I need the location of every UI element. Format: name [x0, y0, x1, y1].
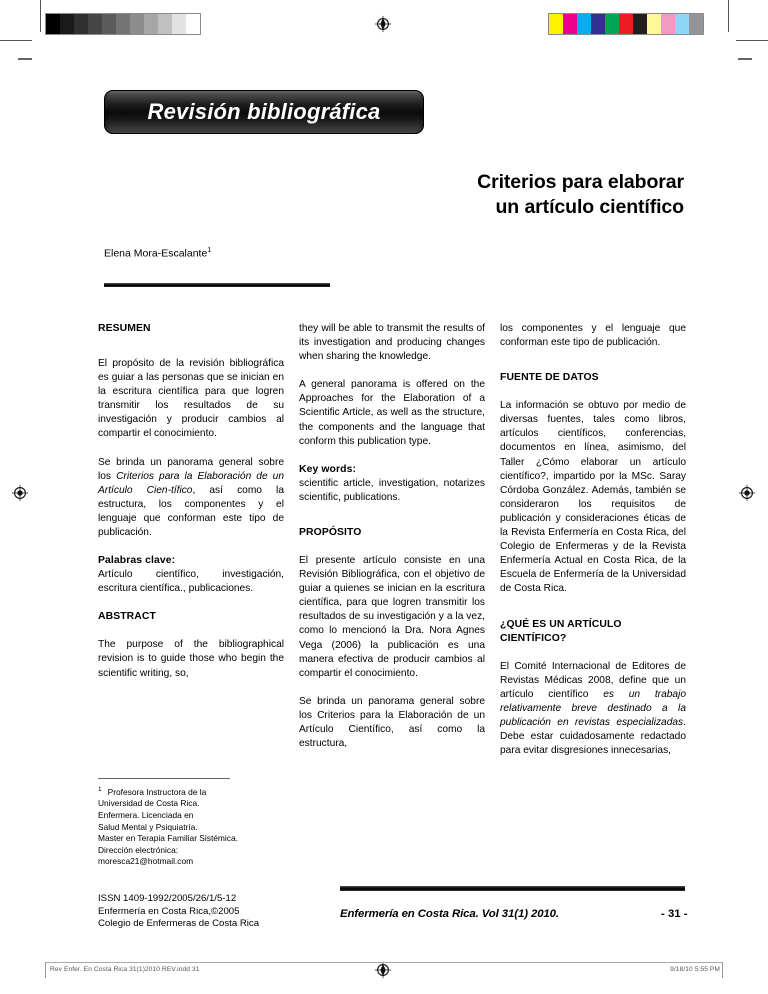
gray-swatch-4 [102, 14, 116, 34]
gray-swatch-10 [186, 14, 200, 34]
resumen-p2-part-a: Se brinda un panorama general sobre los [98, 456, 284, 482]
footnote-line-5: Dirección electrónica: [98, 844, 179, 855]
heading-proposito: PROPÓSITO [299, 526, 362, 538]
gray-swatch-5 [116, 14, 130, 34]
color-swatch-9 [675, 14, 689, 34]
title-divider-rule [104, 283, 330, 287]
section-badge-label: Revisión bibliográfica [147, 99, 381, 124]
footnote-divider [98, 778, 230, 779]
registration-mark-top [374, 15, 392, 33]
column-one [98, 322, 284, 681]
author-name: Elena Mora-Escalante [104, 247, 208, 260]
footnote-line-0: Profesora Instructora de la [107, 786, 207, 797]
gray-swatch-8 [158, 14, 172, 34]
page-title [104, 170, 684, 220]
color-swatch-2 [577, 14, 591, 34]
heading-key-words: Key words: [299, 463, 357, 475]
journal-copyright-line: Enfermería en Costa Rica,©2005 [98, 905, 240, 917]
color-swatch-7 [647, 14, 661, 34]
gray-swatch-7 [144, 14, 158, 34]
page-title-line-1: Criterios para elaborar [477, 171, 684, 193]
slug-timestamp: 9/18/10 5:55 PM [670, 966, 720, 973]
column-three [500, 322, 686, 758]
slug-divider [45, 962, 723, 963]
gray-swatch-2 [74, 14, 88, 34]
proposito-continued-paragraph: los componentes y el lenguaje que conforman este tipo de publicación. [500, 323, 686, 349]
footnote-marker: 1 [98, 786, 102, 793]
palabras-clave-list: Artículo científico, investigación, escritura científica., publicaciones. [98, 569, 284, 595]
slug-tick-left [45, 962, 46, 978]
crop-mark-top-left-horizontal [0, 40, 32, 41]
proposito-paragraph-2: Se brinda un panorama general sobre los Criterios para la Elaboración de un Artículo Científico, así como la estructura, [299, 695, 485, 750]
slug-filename: Rev Enfer. En Costa Rica 31(1)2010 REV.indd 31 [50, 966, 200, 973]
resumen-p2-italic: Criterios para la Elaboración de un Artículo Cien-tífico [98, 470, 284, 496]
heading-abstract: ABSTRACT [98, 611, 156, 623]
footer-divider-rule [340, 886, 685, 891]
author-byline [104, 244, 211, 261]
resumen-p2-part-b: , así como la estructura, los componentes y el lenguaje que conforman este tipo de publicación. [98, 484, 284, 539]
heading-palabras-clave: Palabras clave: [98, 555, 176, 567]
color-swatch-6 [633, 14, 647, 34]
abstract-continued-paragraph: they will be able to transmit the results of its investigation and producing changes when sharing the knowledge. [299, 323, 485, 363]
definicion-part-a: El Comité Internacional de Editores de Revistas Médicas 2008, define que un artículo científico [500, 660, 686, 700]
color-calibration-bar [548, 13, 704, 35]
registration-mark-right [738, 484, 756, 502]
color-swatch-10 [689, 14, 703, 34]
proposito-paragraph-1: El presente artículo consiste en una Revisión Bibliográfica, con el objetivo de guiar a quienes se inician en la escritura científica, para que logren transmitir los resultados de su investigación y a la vez, como lo mencionó la Dra. Nora Agnes Vega (2006) la publicación es una manera efectiva de producir cambios al compartir el conocimiento. [299, 554, 485, 679]
grayscale-calibration-bar [45, 13, 201, 35]
gray-swatch-1 [60, 14, 74, 34]
registration-mark-left [11, 484, 29, 502]
gray-swatch-9 [172, 14, 186, 34]
definicion-part-b: . Debe estar cuidadosamente redactado para evitar disgresiones innecesarias, [500, 716, 686, 757]
footer-journal-citation: Enfermería en Costa Rica. Vol 31(1) 2010. [340, 908, 559, 920]
footnote-line-4: Master en Terapia Familiar Sistémica. [98, 833, 238, 844]
heading-que-es-articulo-cientifico-line-1: ¿QUÉ ES UN ARTÍCULO [500, 618, 622, 630]
publisher-line: Colegio de Enfermeras de Costa Rica [98, 918, 260, 930]
footnote-line-2: Enfermera. Licenciada en [98, 809, 194, 820]
definicion-italic: es un trabajo relativamente breve destinado a la publicación en revistas especializadas [500, 688, 686, 728]
page-title-line-2: un artículo científico [495, 196, 684, 218]
gray-swatch-3 [88, 14, 102, 34]
column-two [299, 322, 485, 751]
crop-mark-top-right-vertical [728, 0, 729, 32]
crop-dash-right [738, 58, 752, 60]
heading-resumen: RESUMEN [98, 323, 151, 334]
color-swatch-0 [549, 14, 563, 34]
footnote-email: moresca21@hotmail.com [98, 856, 194, 867]
gray-swatch-6 [130, 14, 144, 34]
crop-dash-left [18, 58, 32, 60]
footer-page-number: - 31 - [661, 908, 688, 920]
definicion-paragraph [500, 660, 686, 759]
color-swatch-5 [619, 14, 633, 34]
author-footnote-marker: 1 [207, 247, 212, 254]
footnote-block [98, 778, 284, 868]
issn-block [98, 893, 318, 931]
abstract-paragraph-1: The purpose of the bibliographical revision is to guide those who begin the scientific writing, so, [98, 639, 284, 679]
section-badge [104, 90, 424, 134]
registration-mark-bottom [374, 961, 392, 979]
color-swatch-1 [563, 14, 577, 34]
footnote-text [98, 784, 284, 868]
resumen-paragraph-1: El propósito de la revisión bibliográfica es guiar a las personas que se inician en la escritura científica para que logren transmitir los resultados de su investigación y producir cambios al compartir el conocimiento. [98, 358, 284, 440]
heading-que-es-articulo-cientifico-line-2: CIENTÍFICO? [500, 632, 567, 644]
gray-swatch-0 [46, 14, 60, 34]
key-words-list: scientific article, investigation, notarizes scientific, publications. [299, 477, 485, 503]
fuente-de-datos-paragraph: La información se obtuvo por medio de diversas fuentes, tales como libros, artículos científicos, conferencias, documentos en línea, asimismo, del Taller ¿Cómo elaborar un artículo científico?, impartido por la MSc. Saray Córdoba González. Además, también se consideraron los requisitos de publicación y consideraciones éticas de la Revista Enfermería en Costa Rica, del Colegio de Enfermeras y de la Revista Enfermería Actual en Costa Rica, de la Escuela de Enfermería de la Universidad de Costa Rica. [500, 400, 686, 595]
issn-line: ISSN 1409-1992/2005/26/1/5-12 [98, 893, 237, 904]
crop-mark-top-right-horizontal [736, 40, 768, 41]
resumen-paragraph-2 [98, 456, 284, 541]
heading-fuente-de-datos: FUENTE DE DATOS [500, 372, 599, 384]
footnote-line-1: Universidad de Costa Rica. [98, 798, 200, 809]
crop-mark-top-left-vertical [40, 0, 41, 32]
color-swatch-3 [591, 14, 605, 34]
footnote-line-3: Salud Mental y Psiquiatría. [98, 821, 198, 832]
color-swatch-4 [605, 14, 619, 34]
color-swatch-8 [661, 14, 675, 34]
slug-tick-right [722, 962, 723, 978]
abstract-paragraph-2: A general panorama is offered on the Approaches for the Elaboration of a Scientific Article, as well as the structure, the components and the language that conform this publication type. [299, 379, 485, 447]
